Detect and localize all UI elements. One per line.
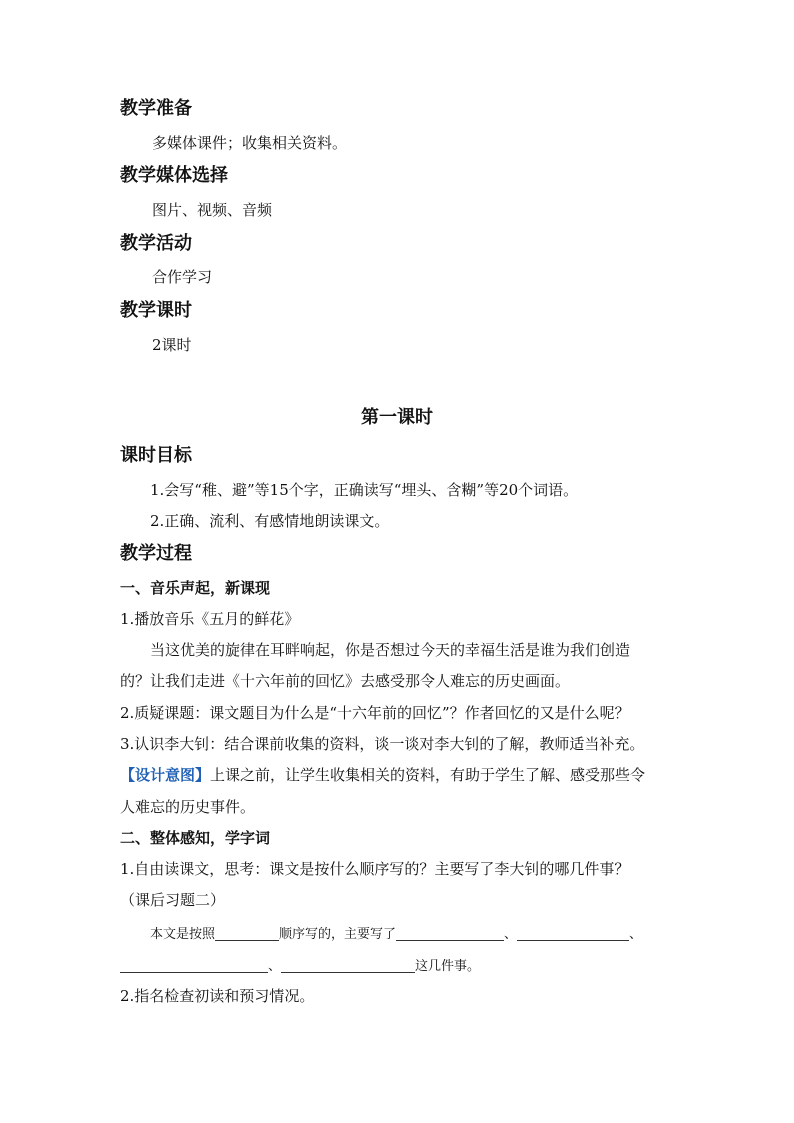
section1-paragraph-line2: 的？让我们走进《十六年前的回忆》去感受那令人难忘的历史画面。 [120, 672, 571, 690]
fill-blank[interactable] [281, 958, 415, 973]
design-intent-text: 上课之前，让学生收集相关的资料，有助于学生了解、感受那些令 [210, 766, 646, 784]
fill-blank[interactable] [396, 926, 504, 941]
activity-text: 合作学习 [152, 268, 213, 286]
fill-text-end: 这几件事。 [415, 959, 481, 974]
prep-text: 多媒体课件；收集相关资料。 [152, 134, 348, 152]
fill-in-line1 [150, 926, 642, 941]
section1-item1: 1.播放音乐《五月的鲜花》 [120, 610, 300, 628]
hours-text: 2课时 [152, 336, 192, 354]
section2-item2: 2.指名检查初读和预习情况。 [120, 987, 315, 1005]
fill-blank[interactable] [215, 926, 279, 941]
process-heading: 教学过程 [120, 543, 192, 564]
design-intent-label: 【设计意图】 [120, 766, 211, 784]
section1-heading: 一、音乐声起，新课现 [120, 579, 271, 597]
fill-in-line2 [120, 958, 480, 973]
hours-heading: 教学课时 [120, 300, 192, 321]
fill-blank[interactable] [517, 926, 629, 941]
lesson-title: 第一课时 [361, 407, 433, 428]
design-intent-line2: 人难忘的历史事件。 [120, 798, 256, 816]
prep-heading: 教学准备 [120, 98, 192, 119]
section2-item1-line1: 1.自由读课文，思考：课文是按什么顺序写的？主要写了李大钊的哪几件事？ [120, 860, 630, 878]
goal-item: 1.会写“稚、避”等15个字，正确读写“埋头、含糊”等20个词语。 [150, 481, 579, 499]
goal-item: 2.正确、流利、有感情地朗读课文。 [150, 512, 390, 530]
fill-separator: 、 [629, 927, 643, 942]
fill-separator: 、 [504, 927, 518, 942]
activity-heading: 教学活动 [120, 233, 192, 254]
fill-text-1: 本文是按照 [150, 927, 216, 942]
section2-heading: 二、整体感知，学字词 [120, 829, 271, 847]
section2-item1-line2: （课后习题二） [120, 891, 226, 909]
fill-blank[interactable] [120, 958, 268, 973]
media-heading: 教学媒体选择 [120, 165, 228, 186]
fill-text-2: 顺序写的，主要写了 [279, 927, 397, 942]
section1-paragraph-line1: 当这优美的旋律在耳畔响起，你是否想过今天的幸福生活是谁为我们创造 [150, 641, 631, 659]
section1-item3: 3.认识李大钊：结合课前收集的资料，谈一谈对李大钊的了解，教师适当补充。 [120, 735, 645, 753]
goals-heading: 课时目标 [120, 445, 192, 466]
design-intent [120, 768, 645, 783]
section1-item2: 2.质疑课题：课文题目为什么是“十六年前的回忆”？作者回忆的又是什么呢？ [120, 704, 630, 722]
media-text: 图片、视频、音频 [152, 201, 273, 219]
fill-separator: 、 [268, 959, 282, 974]
